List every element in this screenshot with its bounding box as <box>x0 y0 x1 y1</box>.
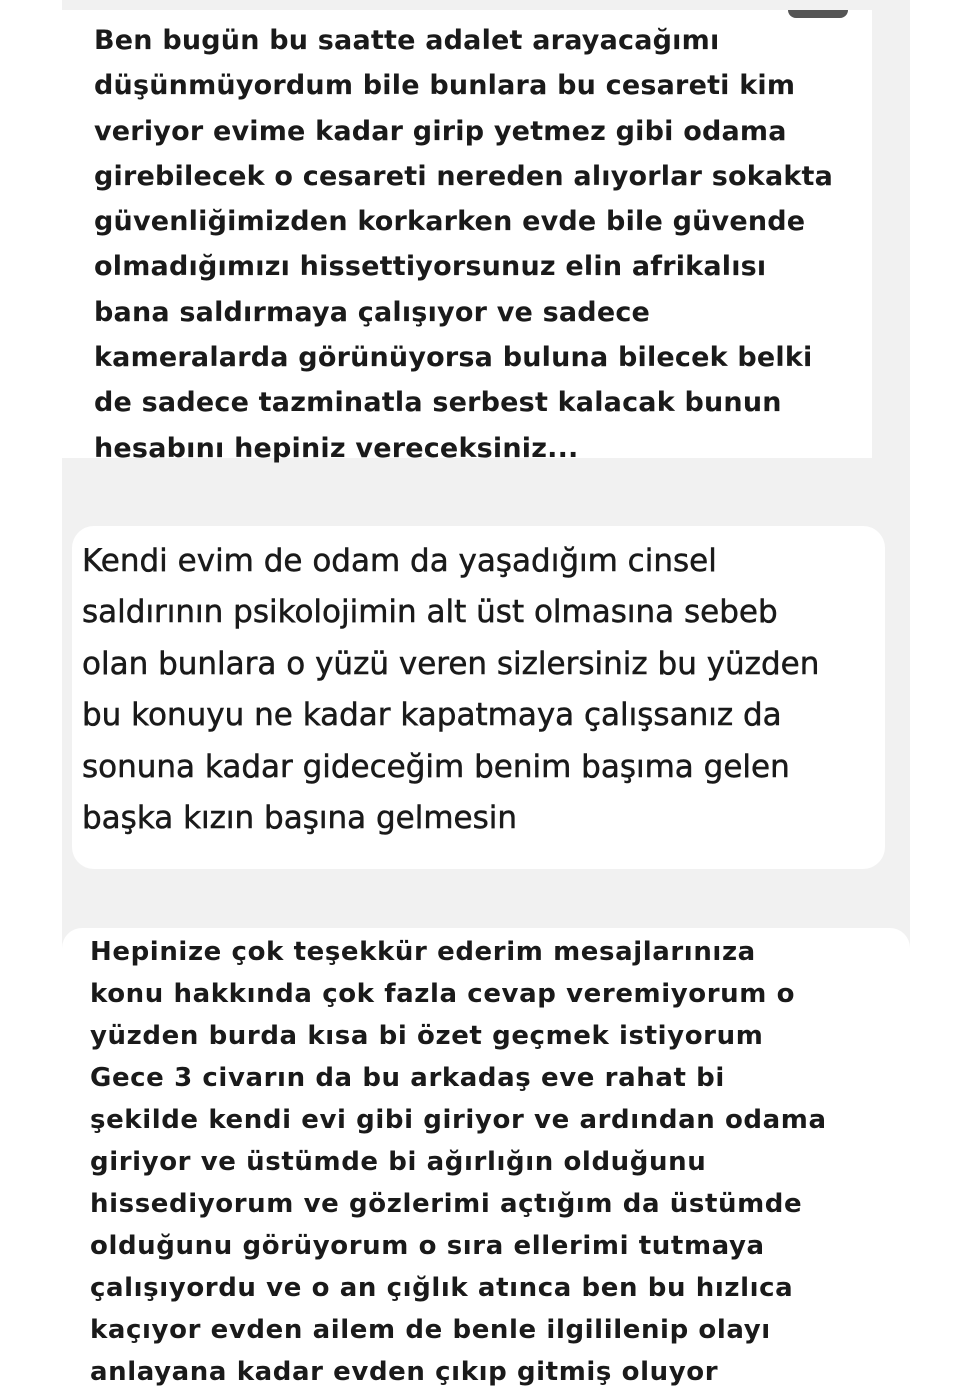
text-line: veriyor evime kadar girip yetmez gibi odama <box>94 115 787 147</box>
text-line: şekilde kendi evi gibi giriyor ve ardından odama <box>90 1105 827 1135</box>
text-line: başka kızın başına gelmesin <box>82 800 518 837</box>
text-line: sonuna kadar gideceğim benim başıma gelen <box>82 748 790 785</box>
text-line: saldırının psikolojimin alt üst olmasına sebeb <box>82 594 778 631</box>
text-line: yüzden burda kısa bi özet geçmek istiyorum <box>90 1021 764 1051</box>
story-text-panel-3 <box>62 928 910 1400</box>
text-line: olmadığımızı hissettiyorsunuz elin afrikalısı <box>94 251 767 283</box>
text-line: hesabını hepiniz vereceksiniz... <box>94 432 579 464</box>
text-line: hissediyorum ve gözlerimi açtığım da üstümde <box>90 1189 803 1219</box>
text-line: kameralarda görünüyorsa buluna bilecek belki <box>94 342 813 374</box>
text-line: bu konuyu ne kadar kapatmaya çalışsanız da <box>82 697 782 734</box>
text-line: çalışıyordu ve o an çığlık atınca ben bu hızlıca <box>90 1273 794 1303</box>
story-text-panel-1 <box>62 10 872 464</box>
text-line: Hepinize çok teşekkür ederim mesajlarınıza <box>90 937 756 967</box>
text-line: olduğunu görüyorum o sıra ellerimi tutmaya <box>90 1231 765 1261</box>
text-line: bana saldırmaya çalışıyor ve sadece <box>94 296 651 328</box>
text-line: anlayana kadar evden çıkıp gitmiş oluyor <box>90 1357 719 1387</box>
text-line: girebilecek o cesareti nereden alıyorlar sokakta <box>94 160 834 192</box>
text-line: güvenliğimizden korkarken evde bile güvende <box>94 206 806 238</box>
panel-corner-decoration <box>788 10 848 18</box>
text-line: giriyor ve üstümde bi ağırlığın olduğunu <box>90 1147 707 1177</box>
story-text-panel-2 <box>72 526 885 869</box>
text-line: kaçıyor evden ailem de benle ilgililenip olayı <box>90 1315 771 1345</box>
text-line: olan bunlara o yüzü veren sizlersiniz bu yüzden <box>82 645 820 682</box>
text-line: düşünmüyordum bile bunlara bu cesareti kim <box>94 70 796 102</box>
text-line: konu hakkında çok fazla cevap veremiyorum o <box>90 979 796 1009</box>
text-line: Ben bugün bu saatte adalet arayacağımı <box>94 25 720 56</box>
text-line: de sadece tazminatla serbest kalacak bunun <box>94 387 782 419</box>
text-line: Kendi evim de odam da yaşadığım cinsel <box>82 543 717 579</box>
text-line: Gece 3 civarın da bu arkadaş eve rahat bi <box>90 1063 725 1093</box>
